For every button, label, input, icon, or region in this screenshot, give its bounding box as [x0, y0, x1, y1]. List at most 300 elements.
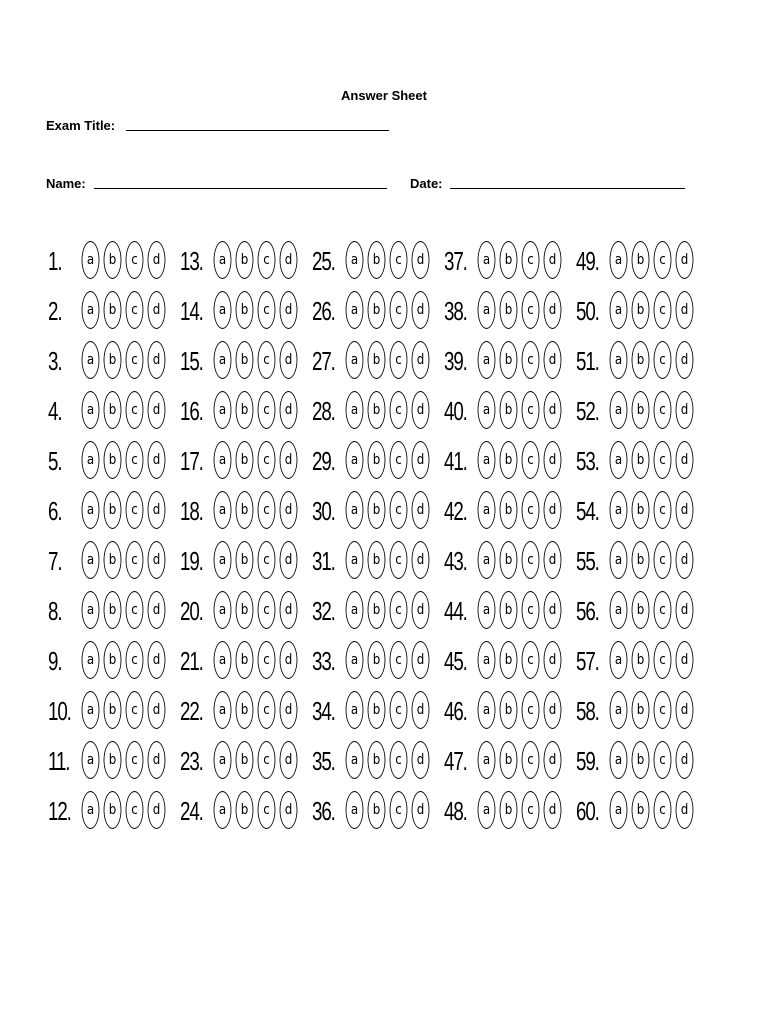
answer-bubble-c[interactable]: c	[522, 591, 540, 629]
answer-bubble-c[interactable]: c	[126, 591, 144, 629]
answer-bubble-a[interactable]: a	[82, 291, 100, 329]
question-number: 6.	[48, 496, 62, 526]
answer-bubbles	[344, 741, 431, 779]
answer-bubble-c[interactable]: c	[258, 641, 276, 679]
answer-bubble-d[interactable]: d	[412, 241, 430, 279]
answer-bubble-d[interactable]: d	[676, 691, 694, 729]
answer-bubble-c[interactable]: c	[654, 441, 672, 479]
answer-bubble-d[interactable]: d	[544, 641, 562, 679]
answer-bubble-a[interactable]: a	[610, 391, 628, 429]
question-number: 11.	[48, 746, 70, 776]
answer-bubbles	[212, 741, 299, 779]
answer-bubble-d[interactable]: d	[544, 291, 562, 329]
answer-bubble-c[interactable]: c	[654, 691, 672, 729]
answer-bubble-d[interactable]: d	[676, 541, 694, 579]
answer-bubble-d[interactable]: d	[148, 241, 166, 279]
answer-bubble-d[interactable]: d	[148, 741, 166, 779]
answer-bubble-d[interactable]: d	[280, 791, 298, 829]
answer-bubble-c[interactable]: c	[258, 441, 276, 479]
answer-bubble-c[interactable]: c	[522, 341, 540, 379]
answer-bubbles	[608, 291, 695, 329]
answer-bubble-c[interactable]: c	[390, 341, 408, 379]
answer-bubble-a[interactable]: a	[82, 441, 100, 479]
answer-bubble-b[interactable]: b	[104, 691, 122, 729]
answer-bubbles	[80, 241, 167, 279]
answer-bubble-a[interactable]: a	[478, 241, 496, 279]
answer-bubble-a[interactable]: a	[346, 591, 364, 629]
answer-bubble-b[interactable]: b	[368, 391, 386, 429]
answer-bubble-d[interactable]: d	[412, 391, 430, 429]
answer-bubble-d[interactable]: d	[676, 641, 694, 679]
answer-bubble-d[interactable]: d	[544, 441, 562, 479]
question-row	[444, 688, 574, 734]
answer-bubble-a[interactable]: a	[346, 241, 364, 279]
answer-bubble-b[interactable]: b	[500, 591, 518, 629]
answer-bubble-a[interactable]: a	[214, 591, 232, 629]
answer-bubble-d[interactable]: d	[148, 791, 166, 829]
answer-bubble-b[interactable]: b	[104, 241, 122, 279]
answer-bubble-b[interactable]: b	[632, 741, 650, 779]
answer-bubble-a[interactable]: a	[610, 241, 628, 279]
answer-bubble-c[interactable]: c	[654, 291, 672, 329]
question-number: 29.	[312, 446, 335, 476]
answer-bubble-a[interactable]: a	[346, 741, 364, 779]
answer-bubble-b[interactable]: b	[104, 441, 122, 479]
question-number: 22.	[180, 696, 203, 726]
answer-bubble-c[interactable]: c	[258, 341, 276, 379]
answer-bubbles	[80, 591, 167, 629]
answer-bubble-b[interactable]: b	[632, 641, 650, 679]
name-line[interactable]	[94, 188, 387, 189]
question-number: 21.	[180, 646, 203, 676]
answer-bubble-c[interactable]: c	[390, 291, 408, 329]
answer-bubble-b[interactable]: b	[500, 291, 518, 329]
answer-bubble-c[interactable]: c	[126, 741, 144, 779]
answer-bubble-a[interactable]: a	[610, 291, 628, 329]
question-row	[312, 788, 442, 834]
answer-bubble-c[interactable]: c	[390, 791, 408, 829]
answer-bubble-d[interactable]: d	[412, 341, 430, 379]
answer-bubble-b[interactable]: b	[368, 541, 386, 579]
answer-bubble-a[interactable]: a	[478, 541, 496, 579]
answer-bubble-b[interactable]: b	[104, 641, 122, 679]
answer-bubble-c[interactable]: c	[654, 791, 672, 829]
question-row	[312, 538, 442, 584]
answer-bubble-d[interactable]: d	[280, 391, 298, 429]
answer-bubble-c[interactable]: c	[126, 791, 144, 829]
answer-bubble-b[interactable]: b	[236, 741, 254, 779]
question-number: 4.	[48, 396, 62, 426]
answer-bubble-d[interactable]: d	[412, 541, 430, 579]
answer-bubble-c[interactable]: c	[126, 341, 144, 379]
answer-bubble-b[interactable]: b	[632, 391, 650, 429]
question-number: 41.	[444, 446, 467, 476]
answer-bubble-a[interactable]: a	[214, 541, 232, 579]
question-row	[48, 288, 178, 334]
question-row	[312, 738, 442, 784]
answer-bubble-a[interactable]: a	[346, 691, 364, 729]
answer-bubble-a[interactable]: a	[214, 641, 232, 679]
answer-bubble-a[interactable]: a	[214, 491, 232, 529]
answer-bubble-b[interactable]: b	[632, 341, 650, 379]
answer-bubble-b[interactable]: b	[632, 691, 650, 729]
answer-bubble-a[interactable]: a	[214, 341, 232, 379]
answer-bubbles	[476, 741, 563, 779]
question-number: 28.	[312, 396, 335, 426]
answer-bubble-d[interactable]: d	[412, 441, 430, 479]
answer-bubble-d[interactable]: d	[280, 291, 298, 329]
answer-bubble-c[interactable]: c	[654, 491, 672, 529]
answer-bubble-d[interactable]: d	[412, 591, 430, 629]
answer-bubble-b[interactable]: b	[236, 441, 254, 479]
answer-bubble-b[interactable]: b	[368, 341, 386, 379]
answer-bubbles	[212, 641, 299, 679]
answer-bubble-b[interactable]: b	[368, 241, 386, 279]
answer-bubble-b[interactable]: b	[632, 291, 650, 329]
answer-bubble-c[interactable]: c	[390, 591, 408, 629]
answer-bubble-b[interactable]: b	[104, 391, 122, 429]
answer-bubble-a[interactable]: a	[346, 791, 364, 829]
answer-bubble-a[interactable]: a	[610, 541, 628, 579]
question-row	[48, 738, 178, 784]
answer-bubble-c[interactable]: c	[126, 491, 144, 529]
answer-bubble-c[interactable]: c	[258, 591, 276, 629]
answer-bubble-d[interactable]: d	[148, 441, 166, 479]
answer-bubble-c[interactable]: c	[390, 691, 408, 729]
answer-bubble-a[interactable]: a	[82, 791, 100, 829]
answer-bubble-b[interactable]: b	[236, 391, 254, 429]
answer-bubble-c[interactable]: c	[522, 241, 540, 279]
question-number: 52.	[576, 396, 599, 426]
answer-bubble-b[interactable]: b	[368, 441, 386, 479]
answer-bubble-a[interactable]: a	[346, 391, 364, 429]
answer-bubble-d[interactable]: d	[676, 441, 694, 479]
answer-bubbles	[608, 641, 695, 679]
answer-bubble-c[interactable]: c	[522, 791, 540, 829]
answer-bubble-c[interactable]: c	[126, 541, 144, 579]
question-number: 32.	[312, 596, 335, 626]
answer-bubble-c[interactable]: c	[390, 441, 408, 479]
answer-bubble-a[interactable]: a	[478, 741, 496, 779]
answer-bubble-c[interactable]: c	[126, 641, 144, 679]
answer-bubble-a[interactable]: a	[478, 791, 496, 829]
answer-bubble-a[interactable]: a	[478, 491, 496, 529]
question-row	[312, 688, 442, 734]
answer-bubble-a[interactable]: a	[346, 641, 364, 679]
answer-bubble-a[interactable]: a	[346, 491, 364, 529]
answer-bubble-d[interactable]: d	[280, 641, 298, 679]
answer-bubble-d[interactable]: d	[544, 341, 562, 379]
answer-bubble-d[interactable]: d	[412, 491, 430, 529]
answer-bubble-c[interactable]: c	[258, 541, 276, 579]
answer-bubble-c[interactable]: c	[390, 741, 408, 779]
answer-bubble-c[interactable]: c	[654, 241, 672, 279]
answer-bubble-b[interactable]: b	[104, 741, 122, 779]
answer-bubble-a[interactable]: a	[214, 741, 232, 779]
answer-bubble-d[interactable]: d	[148, 491, 166, 529]
answer-bubble-d[interactable]: d	[544, 741, 562, 779]
answer-bubble-b[interactable]: b	[236, 341, 254, 379]
answer-bubble-b[interactable]: b	[632, 491, 650, 529]
answer-bubble-d[interactable]: d	[280, 241, 298, 279]
answer-bubble-c[interactable]: c	[522, 291, 540, 329]
answer-bubble-c[interactable]: c	[390, 241, 408, 279]
question-row	[576, 588, 706, 634]
answer-bubble-a[interactable]: a	[82, 741, 100, 779]
answer-bubble-b[interactable]: b	[500, 691, 518, 729]
answer-bubble-b[interactable]: b	[104, 591, 122, 629]
answer-bubble-d[interactable]: d	[544, 491, 562, 529]
answer-bubble-d[interactable]: d	[148, 291, 166, 329]
answer-bubble-d[interactable]: d	[280, 491, 298, 529]
question-row	[576, 788, 706, 834]
answer-bubble-b[interactable]: b	[236, 591, 254, 629]
answer-bubbles	[80, 641, 167, 679]
answer-bubble-b[interactable]: b	[632, 591, 650, 629]
answer-bubble-b[interactable]: b	[368, 291, 386, 329]
answer-bubble-d[interactable]: d	[280, 541, 298, 579]
answer-bubble-a[interactable]: a	[82, 591, 100, 629]
answer-bubble-d[interactable]: d	[544, 691, 562, 729]
answer-bubble-c[interactable]: c	[654, 641, 672, 679]
answer-bubble-b[interactable]: b	[632, 541, 650, 579]
answer-bubble-d[interactable]: d	[148, 691, 166, 729]
answer-bubble-b[interactable]: b	[500, 791, 518, 829]
answer-bubble-c[interactable]: c	[654, 541, 672, 579]
answer-bubble-d[interactable]: d	[280, 691, 298, 729]
answer-bubble-b[interactable]: b	[500, 341, 518, 379]
answer-bubbles	[80, 341, 167, 379]
answer-bubble-c[interactable]: c	[522, 691, 540, 729]
question-row	[48, 638, 178, 684]
answer-bubble-c[interactable]: c	[390, 541, 408, 579]
question-row	[180, 338, 310, 384]
answer-bubble-a[interactable]: a	[610, 691, 628, 729]
answer-bubble-b[interactable]: b	[368, 591, 386, 629]
answer-bubble-b[interactable]: b	[104, 491, 122, 529]
answer-bubbles	[344, 691, 431, 729]
answer-bubble-c[interactable]: c	[654, 741, 672, 779]
answer-bubble-c[interactable]: c	[522, 641, 540, 679]
question-number: 49.	[576, 246, 599, 276]
answer-bubble-c[interactable]: c	[126, 441, 144, 479]
answer-bubble-d[interactable]: d	[412, 791, 430, 829]
answer-bubble-a[interactable]: a	[82, 541, 100, 579]
answer-bubble-a[interactable]: a	[346, 441, 364, 479]
answer-bubble-a[interactable]: a	[82, 391, 100, 429]
answer-bubble-c[interactable]: c	[654, 341, 672, 379]
answer-bubble-b[interactable]: b	[500, 391, 518, 429]
answer-bubble-b[interactable]: b	[368, 741, 386, 779]
answer-bubble-b[interactable]: b	[104, 341, 122, 379]
answer-bubble-b[interactable]: b	[236, 541, 254, 579]
answer-bubble-c[interactable]: c	[258, 741, 276, 779]
answer-bubbles	[80, 391, 167, 429]
answer-bubbles	[344, 641, 431, 679]
answer-bubble-a[interactable]: a	[478, 441, 496, 479]
answer-bubble-b[interactable]: b	[236, 241, 254, 279]
question-row	[312, 638, 442, 684]
answer-bubble-c[interactable]: c	[258, 691, 276, 729]
answer-bubble-c[interactable]: c	[522, 741, 540, 779]
answer-bubble-b[interactable]: b	[500, 441, 518, 479]
answer-bubble-d[interactable]: d	[148, 641, 166, 679]
answer-bubble-a[interactable]: a	[214, 291, 232, 329]
answer-bubble-b[interactable]: b	[236, 491, 254, 529]
answer-bubble-b[interactable]: b	[236, 691, 254, 729]
answer-bubble-a[interactable]: a	[610, 341, 628, 379]
answer-bubble-b[interactable]: b	[500, 741, 518, 779]
answer-bubbles	[212, 491, 299, 529]
answer-bubble-c[interactable]: c	[258, 491, 276, 529]
answer-bubble-b[interactable]: b	[104, 541, 122, 579]
answer-bubble-d[interactable]: d	[544, 591, 562, 629]
answer-bubble-d[interactable]: d	[280, 591, 298, 629]
answer-bubble-d[interactable]: d	[544, 541, 562, 579]
answer-bubble-c[interactable]: c	[258, 791, 276, 829]
answer-bubble-a[interactable]: a	[346, 291, 364, 329]
question-row	[180, 388, 310, 434]
answer-bubble-d[interactable]: d	[148, 541, 166, 579]
answer-bubble-c[interactable]: c	[390, 641, 408, 679]
answer-bubble-a[interactable]: a	[346, 341, 364, 379]
answer-bubble-b[interactable]: b	[104, 291, 122, 329]
exam-title-line[interactable]	[126, 130, 389, 131]
answer-bubble-b[interactable]: b	[104, 791, 122, 829]
answer-bubble-d[interactable]: d	[412, 741, 430, 779]
answer-bubble-d[interactable]: d	[544, 391, 562, 429]
answer-bubbles	[608, 441, 695, 479]
answer-bubble-a[interactable]: a	[82, 641, 100, 679]
answer-bubble-a[interactable]: a	[214, 791, 232, 829]
answer-bubble-c[interactable]: c	[522, 541, 540, 579]
question-number: 45.	[444, 646, 467, 676]
answer-bubble-a[interactable]: a	[214, 241, 232, 279]
answer-bubble-d[interactable]: d	[676, 591, 694, 629]
question-number: 44.	[444, 596, 467, 626]
answer-bubble-b[interactable]: b	[632, 441, 650, 479]
answer-bubble-c[interactable]: c	[390, 491, 408, 529]
answer-bubbles	[80, 541, 167, 579]
answer-bubble-b[interactable]: b	[368, 691, 386, 729]
answer-bubble-a[interactable]: a	[82, 691, 100, 729]
answer-bubble-a[interactable]: a	[478, 641, 496, 679]
answer-bubble-c[interactable]: c	[258, 391, 276, 429]
answer-bubble-a[interactable]: a	[82, 341, 100, 379]
answer-bubble-b[interactable]: b	[236, 291, 254, 329]
question-row	[312, 388, 442, 434]
answer-bubble-b[interactable]: b	[632, 791, 650, 829]
answer-bubble-b[interactable]: b	[368, 491, 386, 529]
answer-bubble-d[interactable]: d	[280, 341, 298, 379]
answer-bubbles	[344, 341, 431, 379]
answer-bubble-d[interactable]: d	[412, 641, 430, 679]
answer-bubble-a[interactable]: a	[610, 741, 628, 779]
question-row	[576, 538, 706, 584]
question-row	[180, 538, 310, 584]
answer-bubble-b[interactable]: b	[500, 491, 518, 529]
date-line[interactable]	[450, 188, 685, 189]
answer-bubble-d[interactable]: d	[676, 291, 694, 329]
answer-bubble-c[interactable]: c	[126, 391, 144, 429]
answer-bubble-b[interactable]: b	[500, 541, 518, 579]
answer-bubble-a[interactable]: a	[610, 791, 628, 829]
question-number: 40.	[444, 396, 467, 426]
answer-bubble-c[interactable]: c	[654, 391, 672, 429]
answer-bubble-d[interactable]: d	[676, 341, 694, 379]
answer-bubble-a[interactable]: a	[214, 691, 232, 729]
answer-bubble-c[interactable]: c	[654, 591, 672, 629]
answer-bubble-c[interactable]: c	[522, 441, 540, 479]
answer-bubbles	[212, 791, 299, 829]
question-number: 48.	[444, 796, 467, 826]
answer-bubble-c[interactable]: c	[126, 291, 144, 329]
answer-bubble-a[interactable]: a	[478, 391, 496, 429]
answer-bubble-a[interactable]: a	[478, 691, 496, 729]
answer-bubble-b[interactable]: b	[500, 641, 518, 679]
answer-bubble-c[interactable]: c	[126, 691, 144, 729]
question-row	[48, 338, 178, 384]
answer-bubble-d[interactable]: d	[544, 241, 562, 279]
question-row	[48, 438, 178, 484]
answer-bubbles	[344, 791, 431, 829]
answer-bubbles	[476, 641, 563, 679]
answer-bubble-a[interactable]: a	[610, 491, 628, 529]
question-number: 7.	[48, 546, 62, 576]
answer-bubble-d[interactable]: d	[148, 341, 166, 379]
answer-bubble-a[interactable]: a	[478, 591, 496, 629]
answer-bubble-b[interactable]: b	[236, 641, 254, 679]
answer-bubble-d[interactable]: d	[676, 791, 694, 829]
answer-bubble-d[interactable]: d	[148, 591, 166, 629]
answer-bubble-d[interactable]: d	[412, 291, 430, 329]
answer-bubble-b[interactable]: b	[500, 241, 518, 279]
answer-bubble-d[interactable]: d	[280, 441, 298, 479]
answer-bubble-a[interactable]: a	[82, 491, 100, 529]
answer-bubble-d[interactable]: d	[676, 491, 694, 529]
answer-bubble-a[interactable]: a	[214, 441, 232, 479]
answer-bubble-a[interactable]: a	[478, 291, 496, 329]
answer-bubble-b[interactable]: b	[236, 791, 254, 829]
answer-bubble-d[interactable]: d	[676, 391, 694, 429]
answer-bubble-b[interactable]: b	[368, 641, 386, 679]
answer-bubble-a[interactable]: a	[346, 541, 364, 579]
answer-bubble-a[interactable]: a	[82, 241, 100, 279]
answer-bubble-b[interactable]: b	[368, 791, 386, 829]
answer-bubble-a[interactable]: a	[214, 391, 232, 429]
answer-bubble-d[interactable]: d	[676, 741, 694, 779]
answer-bubble-a[interactable]: a	[478, 341, 496, 379]
question-number: 55.	[576, 546, 599, 576]
answer-bubble-a[interactable]: a	[610, 641, 628, 679]
answer-bubble-a[interactable]: a	[610, 441, 628, 479]
answer-bubble-c[interactable]: c	[126, 241, 144, 279]
answer-bubble-c[interactable]: c	[522, 391, 540, 429]
answer-bubble-c[interactable]: c	[258, 291, 276, 329]
answer-bubble-a[interactable]: a	[610, 591, 628, 629]
answer-bubble-d[interactable]: d	[544, 791, 562, 829]
answer-bubble-c[interactable]: c	[522, 491, 540, 529]
question-row	[444, 638, 574, 684]
answer-bubble-d[interactable]: d	[676, 241, 694, 279]
answer-bubble-b[interactable]: b	[632, 241, 650, 279]
answer-bubble-d[interactable]: d	[412, 691, 430, 729]
answer-bubble-c[interactable]: c	[390, 391, 408, 429]
answer-bubble-d[interactable]: d	[148, 391, 166, 429]
question-number: 46.	[444, 696, 467, 726]
answer-bubble-d[interactable]: d	[280, 741, 298, 779]
answer-bubble-c[interactable]: c	[258, 241, 276, 279]
